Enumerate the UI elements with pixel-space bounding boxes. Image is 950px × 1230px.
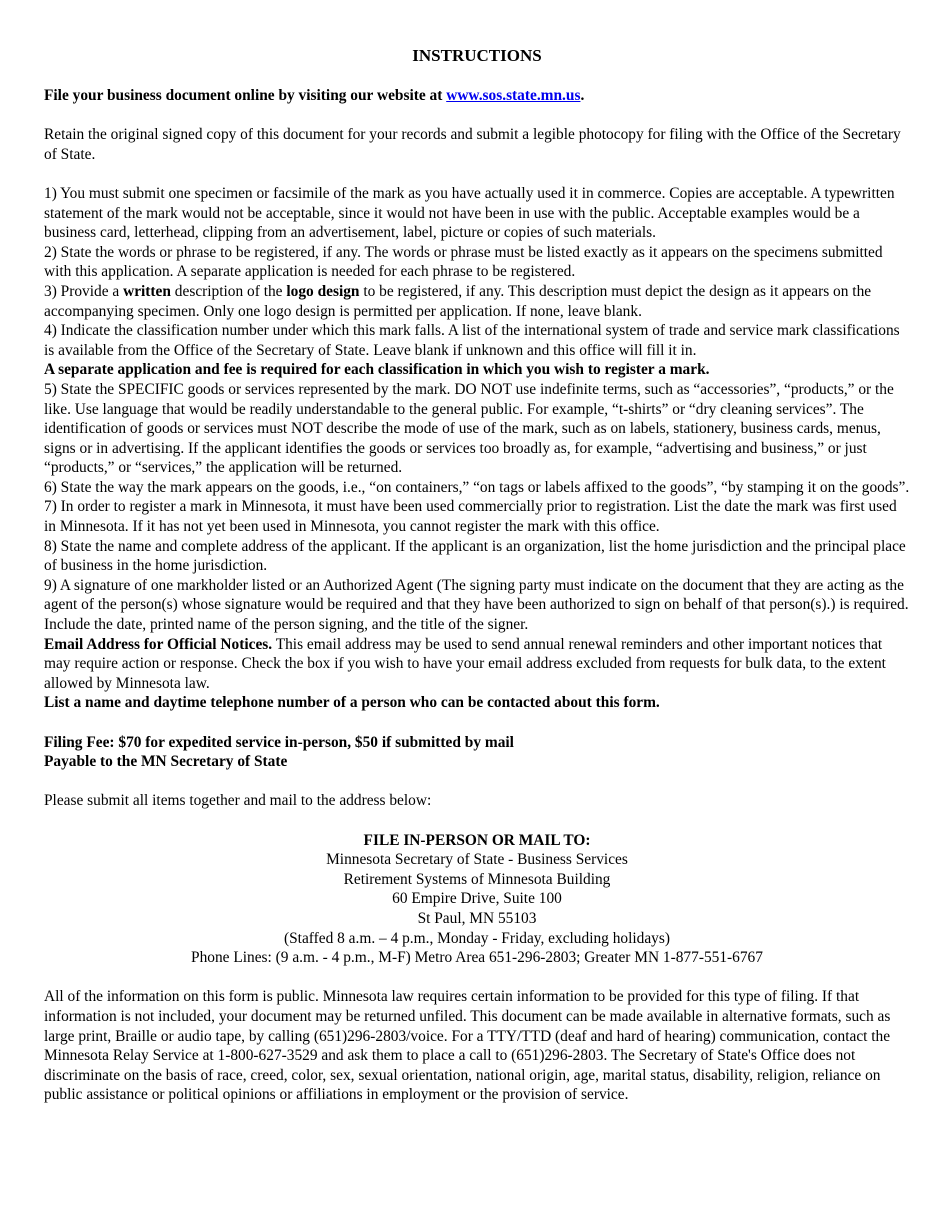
item-3-logo-design: logo design [286,282,360,300]
page-title: INSTRUCTIONS [412,46,542,65]
item-3-text-a: 3) Provide a [44,282,124,300]
instruction-item-2: 2) State the words or phrase to be registered, if any. The words or phrase must be listed exactly as it appears on the specimens submitted with this application. A separate application is needed for each phrase to be registered. [44,243,883,281]
instruction-item-5: 5) State the SPECIFIC goods or services represented by the mark. DO NOT use indefinite terms, such as “accessories”, “products,” or the like. Use language that would be readily understandable to the general public. For example, “t-shirts” or “dry cleaning services”. The identification of goods or services must NOT describe the mode of use of the mark, such as on labels, stationery, business cards, menus, signs or in advertising. If the applicant identifies the goods or services too broadly as, for example, “advertising and business,” or just “products,” or “services,” the application will be returned. [44,380,894,477]
address-heading [44,831,910,851]
public-information-notice: All of the information on this form is public. Minnesota law requires certain information to be provided for this type of filing. If that information is not included, your document may be returned unfiled. This document can be made available in alternative formats, such as large print, Braille or audio tape, by calling (651)296-2803/voice. For a TTY/TTD (deaf and hard of hearing) communication, contact the Minnesota Relay Service at 1-800-627-3529 and ask them to place a call to (651)296-2803. The Secretary of State's Office does not discriminate on the basis of race, creed, color, sex, sexual orientation, national origin, age, marital status, disability, religion, reliance on public assistance or political opinions or affiliations in employment or the provision of service. [44,988,891,1104]
contact-text: List a name and daytime telephone number of a person who can be contacted about this form. [44,694,660,712]
retain-paragraph: Retain the original signed copy of this document for your records and submit a legible photocopy for filing with the Office of the Secretary of State. [44,126,901,163]
address-line-3: 60 Empire Drive, Suite 100 [392,890,562,908]
instruction-item-3 [44,282,910,321]
address-heading-text: FILE IN-PERSON OR MAIL TO: [363,831,591,849]
email-text: This email address may be used to send annual renewal reminders and other important notices that may require action or response. Check the box if you wish to have your email address excluded from requests for bulk data, to the extent allowed by Minnesota law. [44,635,886,692]
submit-instruction: Please submit all items together and mail to the address below: [44,792,432,810]
mailing-address-block [44,831,910,968]
phone-lines: Phone Lines: (9 a.m. - 4 p.m., M-F) Metro Area 651-296-2803; Greater MN 1-877-551-6767 [191,949,763,967]
instruction-item-7: 7) In order to register a mark in Minnesota, it must have been used commercially prior to registration. List the date the mark was first used in Minnesota. If it has not yet been used in Minnesota, you cannot register the mark with this office. [44,498,897,536]
email-heading: Email Address for Official Notices. [44,635,273,653]
address-line-4: St Paul, MN 55103 [417,909,537,927]
office-hours: (Staffed 8 a.m. – 4 p.m., Monday - Friday, excluding holidays) [284,929,670,947]
instructions-page [44,46,910,1105]
online-filing-line [44,86,910,106]
contact-instruction [44,693,910,713]
online-filing-end: . [580,87,585,104]
item-3-written: written [123,282,171,300]
item-3-text-c: description of the [170,282,287,300]
payable-to-line: Payable to the MN Secretary of State [44,753,288,771]
item-3-text-e: to be registered, if any. This description must depict the design as it appears on the accompanying specimen. Only one logo design is permitted per application. If none, leave blank. [44,282,872,320]
online-filing-text: File your business document online by visiting our website at [44,87,447,104]
filing-fee-line: Filing Fee: $70 for expedited service in-person, $50 if submitted by mail [44,733,514,751]
instruction-item-1: 1) You must submit one specimen or facsimile of the mark as you have actually used it in commerce. Copies are acceptable. A typewritten statement of the mark would not be acceptable, since it would not have been in use with the public. Acceptable examples would be a business card, letterhead, clipping from an advertisement, label, picture or copies of such materials. [44,184,895,242]
instruction-item-6: 6) State the way the mark appears on the goods, i.e., “on containers,” “on tags or labels affixed to the goods”, “by stamping it on the goods”. [44,478,910,496]
website-link[interactable]: www.sos.state.mn.us [446,87,581,104]
email-instruction [44,635,910,694]
classification-note-text: A separate application and fee is required for each classification in which you wish to register a mark. [44,361,710,379]
address-line-2: Retirement Systems of Minnesota Building [343,870,611,888]
instruction-item-8: 8) State the name and complete address of the applicant. If the applicant is an organization, list the home jurisdiction and the principal place of business in the home jurisdiction. [44,537,906,575]
filing-fee [44,733,910,753]
instruction-item-4: 4) Indicate the classification number under which this mark falls. A list of the international system of trade and service mark classifications is available from the Office of the Secretary of State. Leave blank if unknown and this office will fill it in. [44,322,900,359]
instruction-item-9: 9) A signature of one markholder listed or an Authorized Agent (The signing party must indicate on the document that they are acting as the agent of the person(s) whose signature would be required and that they have been authorized to sign on behalf of that person(s).) is required. Include the date, printed name of the person signing, and the title of the signer. [44,576,909,634]
classification-note [44,360,910,380]
payable-to [44,752,910,772]
address-line-1: Minnesota Secretary of State - Business Services [326,851,628,869]
